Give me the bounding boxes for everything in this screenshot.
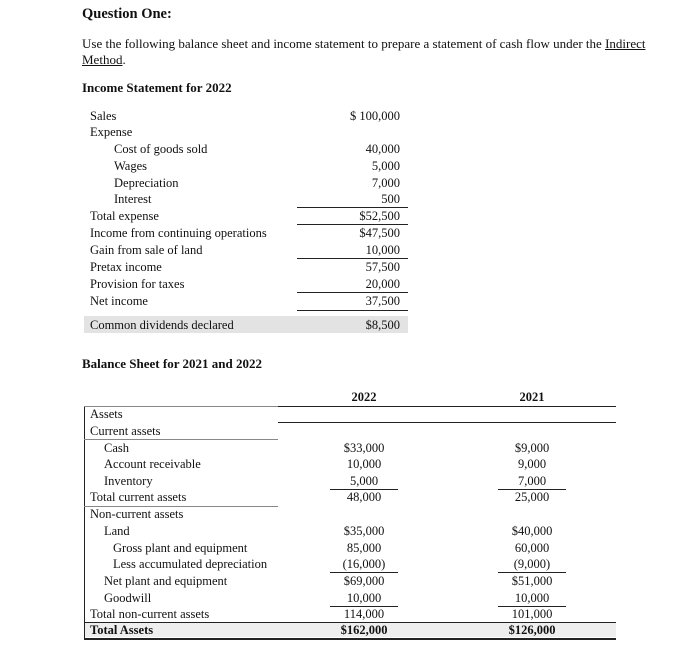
bs-current-assets-rule <box>84 439 278 440</box>
bs-header-rule-2 <box>278 422 616 423</box>
bs-2022-total-current: 48,000 <box>346 490 382 504</box>
bs-2022-inventory: 5,000 <box>349 474 379 488</box>
bs-2022-goodwill: 10,000 <box>346 591 382 605</box>
bs-col-2022: 2022 <box>351 390 377 404</box>
is-label-interest: Interest <box>114 192 152 206</box>
rule-net-income-bottom <box>297 310 408 311</box>
method-link: Method <box>82 52 123 67</box>
bs-label-total-assets: Total Assets <box>90 623 154 637</box>
is-value-taxes: 20,000 <box>365 277 400 291</box>
bs-2022-accum-dep: (16,000) <box>342 557 386 571</box>
is-label-pretax: Pretax income <box>90 260 162 274</box>
bs-2021-total-assets: $126,000 <box>508 623 556 637</box>
rule-income-continuing <box>297 224 408 225</box>
indirect-link: Indirect <box>605 36 646 51</box>
bs-label-cash: Cash <box>104 441 129 455</box>
bs-label-assets: Assets <box>90 407 123 421</box>
is-value-total-expense: $52,500 <box>359 209 400 223</box>
rule-total-expense <box>297 207 408 208</box>
is-label-net-income: Net income <box>90 294 148 308</box>
instruction-period: . <box>122 52 126 67</box>
bs-col-2021: 2021 <box>519 390 545 404</box>
bs-2022-gross-plant: 85,000 <box>346 541 382 555</box>
bs-label-goodwill: Goodwill <box>104 591 152 605</box>
bs-2022-receivable: 10,000 <box>346 457 382 471</box>
bs-2021-land: $40,000 <box>511 524 553 538</box>
bs-left-border <box>84 406 85 638</box>
is-label-sales: Sales <box>90 109 117 123</box>
bs-2022-land: $35,000 <box>343 524 385 538</box>
bs-label-land: Land <box>104 524 130 538</box>
bs-label-noncurrent: Non-current assets <box>90 507 184 521</box>
bs-label-net-plant: Net plant and equipment <box>104 574 228 588</box>
rule-pretax <box>297 258 408 259</box>
bs-label-gross-plant: Gross plant and equipment <box>113 541 248 555</box>
is-value-income-continuing: $47,500 <box>359 226 400 240</box>
rule-net-plant-2022 <box>330 572 398 573</box>
bs-2021-gross-plant: 60,000 <box>514 541 550 555</box>
is-label-wages: Wages <box>114 159 148 173</box>
bs-2022-cash: $33,000 <box>343 441 385 455</box>
bs-2021-goodwill: 10,000 <box>514 591 550 605</box>
is-label-income-continuing: Income from continuing operations <box>90 226 267 240</box>
bs-2021-net-plant: $51,000 <box>511 574 553 588</box>
is-label-taxes: Provision for taxes <box>90 277 185 291</box>
is-label-gain-land: Gain from sale of land <box>90 243 203 257</box>
is-value-interest: 500 <box>381 192 400 206</box>
is-value-dividends: $8,500 <box>365 318 400 332</box>
is-value-net-income: 37,500 <box>365 294 400 308</box>
bs-2021-receivable: 9,000 <box>517 457 547 471</box>
bs-2022-net-plant: $69,000 <box>343 574 385 588</box>
is-value-pretax: 57,500 <box>365 260 400 274</box>
bs-2021-inventory: 7,000 <box>517 474 547 488</box>
rule-net-income <box>297 292 408 293</box>
is-value-cogs: 40,000 <box>365 142 400 156</box>
is-label-total-expense: Total expense <box>90 209 159 223</box>
balance-sheet-title: Balance Sheet for 2021 and 2022 <box>82 356 262 371</box>
is-label-expense: Expense <box>90 125 133 139</box>
bs-2021-accum-dep: (9,000) <box>513 557 551 571</box>
is-label-cogs: Cost of goods sold <box>114 142 208 156</box>
bs-label-total-noncurrent: Total non-current assets <box>90 607 210 621</box>
bs-2022-total-assets: $162,000 <box>340 623 388 637</box>
rule-total-assets-double <box>84 638 616 640</box>
is-value-wages: 5,000 <box>371 159 400 173</box>
instruction-line-1 <box>82 36 645 52</box>
income-statement-title: Income Statement for 2022 <box>82 80 232 95</box>
is-value-sales: $ 100,000 <box>350 109 400 123</box>
is-value-gain-land: 10,000 <box>365 243 400 257</box>
bs-2022-total-noncurrent: 114,000 <box>343 607 385 621</box>
bs-label-inventory: Inventory <box>104 474 153 488</box>
is-label-depreciation: Depreciation <box>114 176 179 190</box>
instruction-text: Use the following balance sheet and income statement to prepare a statement of cash flow under the <box>82 36 606 51</box>
bs-header-rule <box>278 406 616 407</box>
is-label-dividends: Common dividends declared <box>90 318 234 332</box>
bs-label-receivable: Account receivable <box>104 457 201 471</box>
question-heading: Question One: <box>82 6 172 22</box>
bs-label-current-assets: Current assets <box>90 424 161 438</box>
bs-label-accum-dep: Less accumulated depreciation <box>113 557 268 571</box>
bs-label-total-current: Total current assets <box>90 490 187 504</box>
rule-net-plant-2021 <box>498 572 566 573</box>
instruction-line-2 <box>82 52 126 68</box>
bs-2021-total-current: 25,000 <box>514 490 550 504</box>
bs-2021-total-noncurrent: 101,000 <box>511 607 553 621</box>
is-value-depreciation: 7,000 <box>371 176 400 190</box>
bs-2021-cash: $9,000 <box>514 441 550 455</box>
